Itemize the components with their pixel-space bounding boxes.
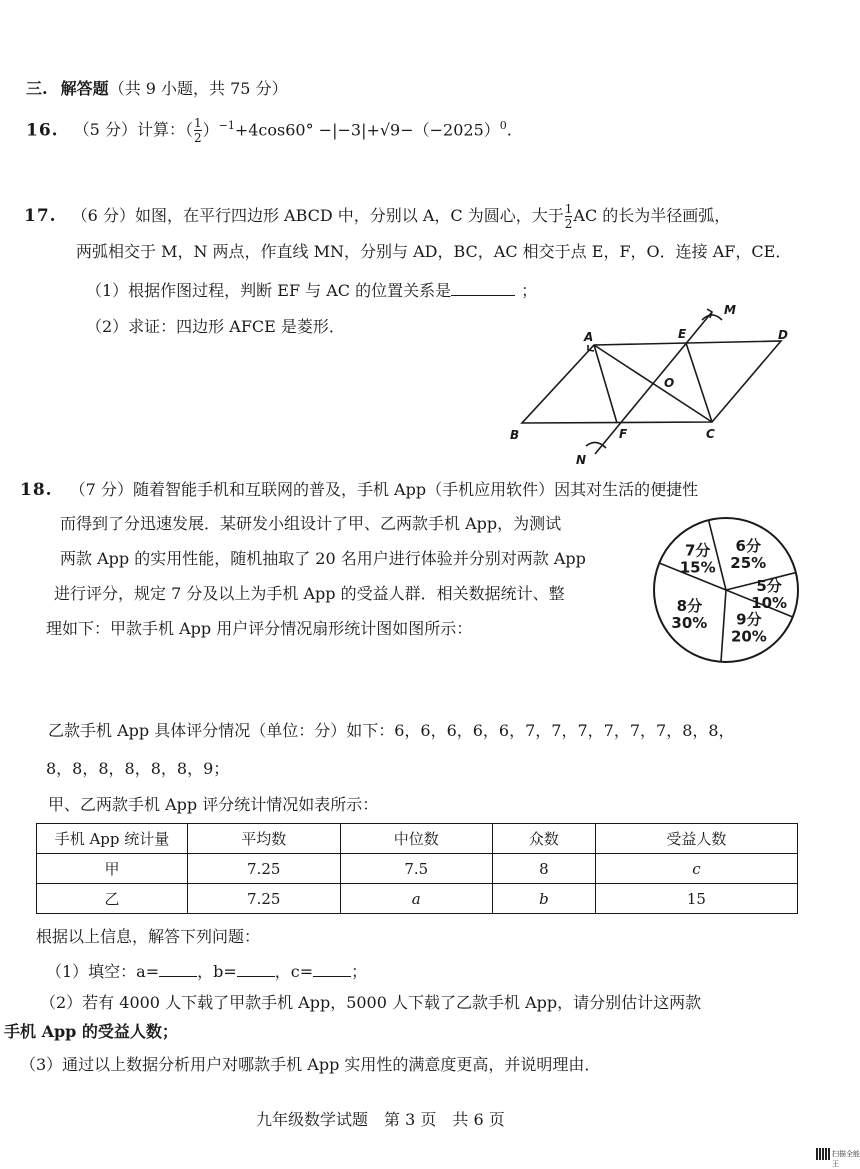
question-18-line6: 乙款手机 App 具体评分情况（单位：分）如下：6，6，6，6，6，7，7，7，7，7，7，8，8， [48, 721, 735, 740]
table-cell: c [595, 854, 797, 884]
table-header-cell: 受益人数 [595, 824, 797, 854]
table-cell: 7.25 [188, 854, 341, 884]
scanner-watermark: 扫描全能王 [832, 1150, 860, 1168]
segment-af [594, 345, 617, 423]
table-cell: 乙 [37, 884, 188, 914]
question-18-line8: 甲、乙两款手机 App 评分统计情况如表所示： [48, 795, 379, 814]
table-header-cell: 众数 [493, 824, 596, 854]
label-d: D [778, 328, 788, 342]
fraction-one-half [565, 203, 573, 230]
question-17-line1 [24, 203, 730, 230]
stats-table [36, 823, 798, 914]
table-header-cell: 中位数 [340, 824, 493, 854]
question-17-text-a: （6 分）如图，在平行四边形 ABCD 中，分别以 A，C 为圆心，大于 [71, 206, 564, 225]
exponent: −1 [218, 119, 235, 132]
table-cell: a [340, 884, 493, 914]
page-footer: 九年级数学试题 第 3 页 共 6 页 [256, 1110, 505, 1129]
table-header-cell: 平均数 [188, 824, 341, 854]
question-18-line9: 根据以上信息，解答下列问题： [36, 927, 261, 946]
fill-c-label: ，c= [274, 962, 314, 981]
table-row [37, 854, 798, 884]
pie-slice-percent: 10% [751, 594, 788, 613]
fraction-denominator: 2 [193, 131, 202, 146]
table-header-cell: 手机 App 统计量 [37, 824, 188, 854]
parallelogram-figure [500, 298, 800, 468]
paren-close: ） [202, 120, 219, 140]
label-c: C [706, 427, 715, 441]
question-17-line2: 两弧相交于 M，N 两点，作直线 MN，分别与 AD，BC，AC 相交于点 E，F，O．连接 AF，CE． [76, 242, 792, 261]
fraction-denominator: 2 [564, 217, 573, 231]
section-number: 三. [26, 79, 48, 98]
answer-blank-b [237, 962, 275, 977]
fraction-numerator: 1 [193, 116, 202, 131]
question-17-sub1 [86, 281, 537, 301]
paren-open: （ [184, 120, 193, 140]
pie-slice-percent: 30% [671, 613, 708, 632]
pie-slice-percent: 20% [730, 627, 767, 646]
question-17-sub1-text: （1）根据作图过程，判断 EF 与 AC 的位置关系是 [86, 281, 452, 300]
pie-slice-percent: 25% [730, 553, 767, 572]
question-16-expression: +4cos60° −|−3|+√9−（−2025） [234, 120, 500, 140]
period: . [506, 120, 512, 140]
pie-slice-label: 7分 [684, 541, 711, 560]
question-17-number: 17. [24, 206, 57, 226]
question-18-line4: 进行评分，规定 7 分及以上为手机 App 的受益人群．相关数据统计、整 [54, 584, 565, 603]
question-18-line1 [20, 480, 698, 500]
table-cell: 15 [595, 884, 797, 914]
table-cell: 7.25 [188, 884, 341, 914]
section-note: （共 9 小题，共 75 分） [108, 79, 288, 98]
table-cell: b [493, 884, 596, 914]
table-row [37, 884, 798, 914]
label-m: M [724, 303, 736, 317]
table-header-row [37, 824, 798, 854]
question-18-sub2-line1: （2）若有 4000 人下载了甲款手机 App，5000 人下载了乙款手机 App，请分别估计这两款 [40, 993, 702, 1012]
question-16-score: （5 分）计算： [73, 120, 185, 140]
table-cell: 甲 [37, 854, 188, 884]
fill-b-label: ，b= [197, 962, 237, 981]
pie-slice-label: 8分 [676, 596, 703, 615]
question-17-sub2: （2）求证：四边形 AFCE 是菱形． [86, 317, 345, 336]
question-18-sub1 [46, 962, 367, 982]
semicolon: ； [351, 962, 368, 981]
label-f: F [619, 427, 628, 441]
label-o: O [664, 376, 675, 390]
pie-chart [644, 515, 808, 665]
table-cell: 7.5 [340, 854, 493, 884]
label-e: E [678, 327, 687, 341]
label-n: N [576, 453, 587, 467]
answer-blank [451, 281, 515, 296]
question-16-number: 16. [26, 120, 59, 141]
question-18-line3: 两款 App 的实用性能，随机抽取了 20 名用户进行体验并分别对两款 App [60, 549, 586, 568]
segment-ce [686, 343, 712, 422]
pie-slice-label: 9分 [736, 610, 762, 629]
line-mn [595, 312, 712, 454]
question-18-number: 18. [20, 480, 53, 500]
fill-a-label: （1）填空：a= [46, 962, 160, 981]
label-b: B [510, 428, 520, 442]
question-17-text-b: AC 的长为半径画弧， [573, 206, 731, 225]
section-title: 解答题 [60, 79, 109, 98]
question-18-line5: 理如下：甲款手机 App 用户评分情况扇形统计图如图所示： [46, 619, 473, 638]
fraction-numerator: 1 [564, 202, 573, 216]
question-18-line2: 而得到了分迅速发展．某研发小组设计了甲、乙两款手机 App，为测试 [60, 514, 562, 533]
semicolon: ； [521, 281, 538, 300]
qr-code-icon [816, 1148, 830, 1160]
answer-blank-c [313, 962, 351, 977]
label-a: A [584, 330, 594, 344]
table-cell: 8 [493, 854, 596, 884]
exponent-zero: 0 [499, 119, 507, 132]
section-heading [26, 79, 288, 99]
question-16 [26, 116, 512, 144]
question-18-sub3: （3）通过以上数据分析用户对哪款手机 App 实用性的满意度更高，并说明理由． [20, 1055, 601, 1074]
pie-slice-percent: 15% [679, 558, 716, 577]
question-18-line7: 8，8，8，8，8，8，9； [46, 759, 230, 778]
pie-slice-label: 6分 [735, 536, 761, 555]
fraction-one-half [194, 117, 202, 144]
answer-blank-a [159, 962, 197, 977]
pie-slice-label: 5分 [756, 577, 782, 596]
question-18-sub2-line2: 手机 App 的受益人数； [4, 1022, 178, 1041]
question-18-text-1: （7 分）随着智能手机和互联网的普及，手机 App（手机应用软件）因其对生活的便捷性 [69, 480, 699, 499]
